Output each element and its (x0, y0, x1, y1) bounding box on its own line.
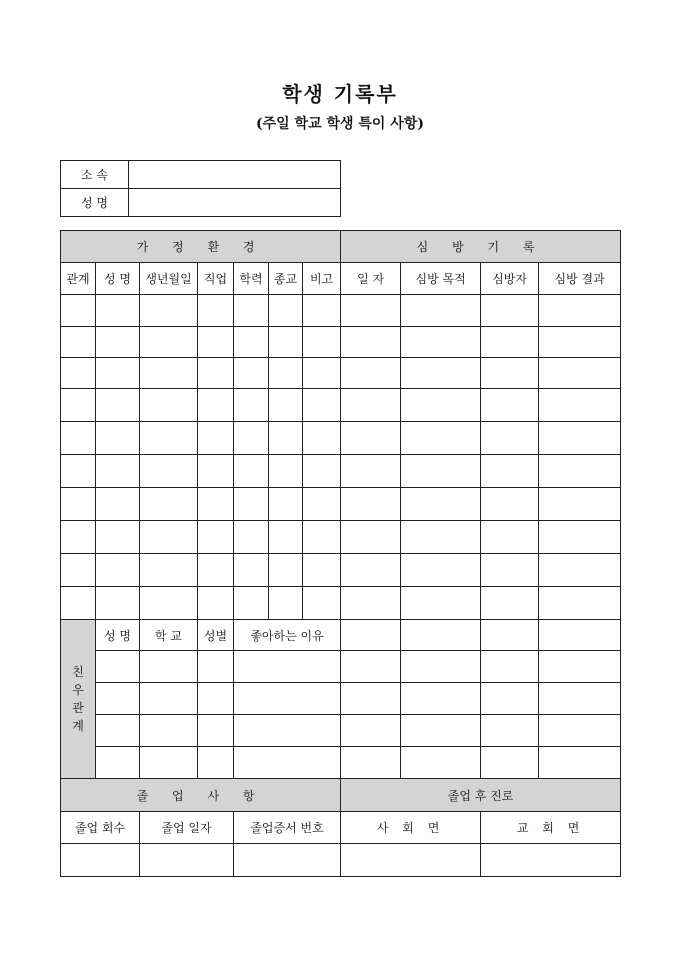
visit-cell[interactable] (341, 327, 401, 358)
family-cell[interactable] (303, 327, 341, 358)
church-career-field[interactable] (481, 844, 621, 877)
visit-cell[interactable] (401, 488, 481, 521)
family-cell[interactable] (96, 488, 140, 521)
family-cell[interactable] (140, 389, 198, 422)
family-column-header-text: 성 명 (104, 272, 131, 286)
visit-cell[interactable] (539, 683, 621, 715)
visit-cell[interactable] (341, 651, 401, 683)
family-cell[interactable] (303, 521, 341, 554)
family-cell[interactable] (96, 389, 140, 422)
visit-cell[interactable] (481, 295, 539, 327)
visit-cell[interactable] (401, 358, 481, 389)
family-column-header-text: 관계 (66, 272, 90, 286)
record-table (60, 230, 621, 877)
visit-cell[interactable] (481, 747, 539, 779)
family-cell[interactable] (61, 554, 96, 587)
family-column-header (140, 263, 198, 295)
friend-reason-cell[interactable] (234, 747, 341, 779)
visit-cell[interactable] (481, 422, 539, 455)
visit-column-header-text: 심방자 (492, 272, 527, 286)
family-cell[interactable] (198, 587, 234, 620)
visit-cell[interactable] (539, 422, 621, 455)
family-cell[interactable] (198, 327, 234, 358)
diploma-number-field[interactable] (234, 844, 341, 877)
friend-reason-cell[interactable] (234, 651, 341, 683)
family-column-header-text: 생년월일 (145, 272, 192, 286)
family-cell[interactable] (96, 295, 140, 327)
friends-column-header-text: 좋아하는 이유 (250, 628, 324, 643)
visit-cell[interactable] (539, 715, 621, 747)
visit-cell[interactable] (539, 747, 621, 779)
family-column-header (96, 263, 140, 295)
friend-reason-cell[interactable] (234, 683, 341, 715)
friend-cell[interactable] (96, 747, 140, 779)
family-cell[interactable] (61, 327, 96, 358)
graduation-column-header-text: 졸업 일자 (161, 821, 212, 835)
family-cell[interactable] (140, 488, 198, 521)
visit-column-header-text: 심방 목적 (415, 272, 466, 286)
visit-cell[interactable] (341, 358, 401, 389)
visit-cell[interactable] (401, 747, 481, 779)
family-column-header (61, 263, 96, 295)
friend-cell[interactable] (140, 715, 198, 747)
visit-cell[interactable] (539, 295, 621, 327)
visit-cell[interactable] (401, 327, 481, 358)
visit-cell[interactable] (401, 620, 481, 651)
family-cell[interactable] (234, 358, 269, 389)
family-cell[interactable] (140, 358, 198, 389)
visit-cell[interactable] (401, 715, 481, 747)
graduation-column-header-text: 졸업 회수 (74, 821, 126, 835)
family-cell[interactable] (269, 587, 303, 620)
visit-cell[interactable] (481, 488, 539, 521)
visit-column-header (481, 263, 539, 295)
visit-cell[interactable] (481, 683, 539, 715)
visit-cell[interactable] (401, 521, 481, 554)
visit-cell[interactable] (539, 455, 621, 488)
family-column-header (234, 263, 269, 295)
visit-cell[interactable] (401, 422, 481, 455)
friend-reason-cell[interactable] (234, 715, 341, 747)
visit-cell[interactable] (401, 295, 481, 327)
family-cell[interactable] (140, 327, 198, 358)
visit-cell[interactable] (341, 620, 401, 651)
friends-column-header (96, 620, 140, 651)
visit-cell[interactable] (341, 422, 401, 455)
visit-column-header (401, 263, 481, 295)
graduation-column-header (234, 812, 341, 844)
visit-cell[interactable] (481, 620, 539, 651)
friends-column-header-text: 성 명 (104, 628, 131, 643)
family-cell[interactable] (96, 554, 140, 587)
visit-cell[interactable] (481, 521, 539, 554)
family-cell[interactable] (198, 422, 234, 455)
friends-label (61, 620, 96, 779)
society-career-field[interactable] (341, 844, 481, 877)
visit-cell[interactable] (341, 389, 401, 422)
visit-cell[interactable] (341, 295, 401, 327)
visit-cell[interactable] (341, 521, 401, 554)
visit-cell[interactable] (401, 389, 481, 422)
friends-label-text: 친우관계 (72, 665, 84, 733)
friend-cell[interactable] (140, 651, 198, 683)
family-column-header (269, 263, 303, 295)
family-cell[interactable] (96, 455, 140, 488)
student-name-label: 성 명 (61, 189, 129, 217)
family-cell[interactable] (61, 587, 96, 620)
family-cell[interactable] (269, 554, 303, 587)
family-cell[interactable] (234, 422, 269, 455)
visit-cell[interactable] (401, 683, 481, 715)
career-column-header-text: 교 회 면 (516, 821, 585, 835)
visit-cell[interactable] (481, 389, 539, 422)
family-cell[interactable] (198, 358, 234, 389)
visit-cell[interactable] (539, 327, 621, 358)
family-column-header (198, 263, 234, 295)
family-cell[interactable] (303, 389, 341, 422)
family-cell[interactable] (140, 554, 198, 587)
family-cell[interactable] (303, 358, 341, 389)
friend-cell[interactable] (198, 715, 234, 747)
family-cell[interactable] (303, 554, 341, 587)
visit-column-header (341, 263, 401, 295)
family-cell[interactable] (269, 358, 303, 389)
graduation-column-header (140, 812, 234, 844)
friend-cell[interactable] (96, 683, 140, 715)
visit-cell[interactable] (539, 651, 621, 683)
family-cell[interactable] (96, 358, 140, 389)
visit-cell[interactable] (539, 358, 621, 389)
visit-cell[interactable] (481, 358, 539, 389)
family-cell[interactable] (269, 488, 303, 521)
visit-cell[interactable] (401, 455, 481, 488)
graduation-column-header (61, 812, 140, 844)
family-cell[interactable] (303, 455, 341, 488)
family-cell[interactable] (234, 295, 269, 327)
visit-cell[interactable] (341, 587, 401, 620)
visit-column-header-text: 심방 결과 (554, 272, 605, 286)
family-cell[interactable] (234, 554, 269, 587)
visit-column-header-text: 일 자 (357, 272, 385, 286)
friend-cell[interactable] (96, 651, 140, 683)
family-cell[interactable] (303, 422, 341, 455)
student-name-field[interactable] (129, 189, 341, 217)
family-cell[interactable] (303, 295, 341, 327)
visit-cell[interactable] (481, 715, 539, 747)
career-column-header (481, 812, 621, 844)
visit-cell[interactable] (481, 455, 539, 488)
friend-cell[interactable] (96, 715, 140, 747)
family-cell[interactable] (269, 521, 303, 554)
career-section-header (341, 779, 621, 812)
family-cell[interactable] (198, 295, 234, 327)
family-cell[interactable] (61, 389, 96, 422)
visit-cell[interactable] (341, 747, 401, 779)
family-cell[interactable] (140, 587, 198, 620)
family-cell[interactable] (303, 587, 341, 620)
affiliation-label: 소 속 (61, 161, 129, 189)
family-cell[interactable] (198, 488, 234, 521)
career-section-header-text: 졸업 후 진로 (447, 788, 514, 803)
family-cell[interactable] (96, 422, 140, 455)
graduation-count-field[interactable] (61, 844, 140, 877)
family-cell[interactable] (269, 455, 303, 488)
friend-cell[interactable] (198, 651, 234, 683)
visit-cell[interactable] (481, 651, 539, 683)
family-cell[interactable] (303, 488, 341, 521)
family-cell[interactable] (234, 488, 269, 521)
friends-column-header (140, 620, 198, 651)
visit-cell[interactable] (341, 488, 401, 521)
visit-cell[interactable] (539, 389, 621, 422)
friend-cell[interactable] (198, 747, 234, 779)
friend-cell[interactable] (198, 683, 234, 715)
friends-column-header-text: 학 교 (155, 628, 182, 643)
family-cell[interactable] (140, 455, 198, 488)
visit-cell[interactable] (341, 715, 401, 747)
visit-cell[interactable] (401, 651, 481, 683)
family-cell[interactable] (269, 295, 303, 327)
family-cell[interactable] (269, 327, 303, 358)
visit-cell[interactable] (341, 683, 401, 715)
career-column-header (341, 812, 481, 844)
family-cell[interactable] (96, 587, 140, 620)
friend-cell[interactable] (140, 683, 198, 715)
visit-cell[interactable] (401, 587, 481, 620)
visit-cell[interactable] (481, 587, 539, 620)
family-column-header (303, 263, 341, 295)
family-cell[interactable] (198, 389, 234, 422)
page-title: 학생 기록부 (282, 82, 398, 106)
visit-column-header (539, 263, 621, 295)
graduation-section-header (61, 779, 341, 812)
visit-cell[interactable] (539, 620, 621, 651)
graduation-date-field[interactable] (140, 844, 234, 877)
family-cell[interactable] (96, 521, 140, 554)
family-cell[interactable] (269, 422, 303, 455)
family-section-header (61, 231, 341, 263)
family-cell[interactable] (96, 327, 140, 358)
graduation-column-header-text: 졸업증서 번호 (250, 821, 324, 835)
visit-cell[interactable] (539, 521, 621, 554)
family-column-header-text: 학력 (239, 272, 263, 286)
visit-cell[interactable] (481, 554, 539, 587)
family-cell[interactable] (140, 422, 198, 455)
family-cell[interactable] (61, 358, 96, 389)
family-cell[interactable] (140, 521, 198, 554)
family-cell[interactable] (61, 295, 96, 327)
family-cell[interactable] (269, 389, 303, 422)
family-cell[interactable] (234, 521, 269, 554)
visit-cell[interactable] (539, 488, 621, 521)
family-cell[interactable] (234, 455, 269, 488)
visit-section-header-text: 심 방 기 록 (416, 240, 545, 254)
visit-cell[interactable] (341, 455, 401, 488)
visit-cell[interactable] (481, 327, 539, 358)
family-cell[interactable] (234, 389, 269, 422)
family-cell[interactable] (234, 327, 269, 358)
family-section-header-text: 가 정 환 경 (136, 240, 265, 254)
student-info-table (60, 160, 341, 217)
family-column-header-text: 비고 (309, 272, 334, 286)
friends-column-header (234, 620, 341, 651)
affiliation-field[interactable] (129, 161, 341, 189)
friend-cell[interactable] (140, 747, 198, 779)
family-column-header-text: 종교 (273, 272, 298, 286)
visit-cell[interactable] (401, 554, 481, 587)
family-cell[interactable] (61, 521, 96, 554)
family-cell[interactable] (234, 587, 269, 620)
family-cell[interactable] (198, 554, 234, 587)
graduation-section-header-text: 졸 업 사 항 (136, 788, 265, 803)
family-cell[interactable] (140, 295, 198, 327)
family-cell[interactable] (61, 455, 96, 488)
family-cell[interactable] (198, 455, 234, 488)
family-column-header-text: 직업 (203, 272, 228, 286)
friends-column-header (198, 620, 234, 651)
family-cell[interactable] (61, 422, 96, 455)
visit-cell[interactable] (341, 554, 401, 587)
page-subtitle: (주일 학교 학생 특이 사항) (256, 116, 424, 132)
friends-column-header-text: 성별 (203, 628, 228, 643)
career-column-header-text: 사 회 면 (376, 821, 445, 835)
visit-section-header (341, 231, 621, 263)
family-cell[interactable] (61, 488, 96, 521)
visit-cell[interactable] (539, 587, 621, 620)
family-cell[interactable] (198, 521, 234, 554)
visit-cell[interactable] (539, 554, 621, 587)
